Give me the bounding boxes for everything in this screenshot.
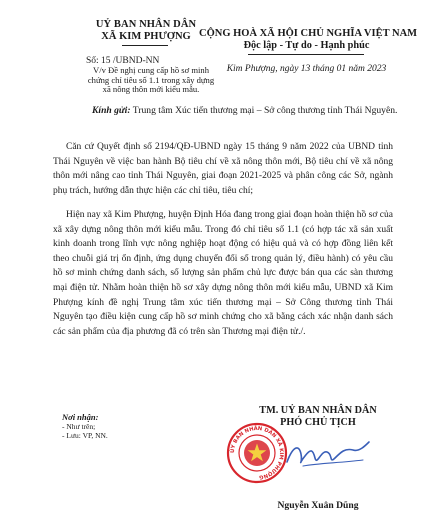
header-left-underline xyxy=(122,45,168,46)
body-paragraph-1-text: Căn cứ Quyết định số 2194/QĐ-UBND ngày 15 tháng 9 năm 2022 của UBND tỉnh Thái Nguyên về việc ban hành Bộ tiêu chí về xã nông thôn mới, Bộ tiêu chí về xã nông thôn mới nâng cao tỉnh Thái Nguyên, giai đoạn 2021-2025 và phân công các Sở, ngành phụ trách, hướng dẫn thực hiện các chỉ tiêu, tiêu chí; xyxy=(53,142,393,196)
handwritten-signature-icon xyxy=(283,436,373,474)
recipient-text: Trung tâm Xúc tiến thương mại – Sở công thương tỉnh Thái Nguyên. xyxy=(132,105,398,116)
recipients-list-item: - Lưu: VP, NN. xyxy=(62,431,108,440)
issuing-org-line2: XÃ KIM PHƯỢNG xyxy=(101,31,191,42)
national-motto: Độc lập - Tự do - Hạnh phúc xyxy=(243,40,370,51)
recipient-line xyxy=(92,105,422,116)
recipients-list-item: - Như trên; xyxy=(62,422,96,431)
recipients-list-label: Nơi nhận: xyxy=(62,412,99,422)
signature-title: PHÓ CHỦ TỊCH xyxy=(280,417,356,428)
body-paragraph-2 xyxy=(53,208,393,339)
document-subject: V/v Đề nghị cung cấp hồ sơ minh chứng chỉ tiêu số 1.1 trong xây dựng xã nông thôn mới kiểu mẫu. xyxy=(87,65,215,94)
signer-name: Nguyễn Xuân Dũng xyxy=(277,500,359,511)
document-number: Số: 15 /UBND-NN xyxy=(86,56,160,66)
place-date-line: Kim Phượng, ngày 13 tháng 01 năm 2023 xyxy=(226,64,387,74)
seal-ring-text: ỦY BAN NHÂN DÂN XÃ KIM PHƯỢNG xyxy=(229,425,285,480)
recipient-label: Kính gửi: xyxy=(92,105,131,116)
body-paragraph-2-text: Hiện nay xã Kim Phượng, huyện Định Hóa đang trong giai đoạn hoàn thiện hồ sơ của xã xây dựng nông thôn mới kiểu mẫu. Trong đó chỉ tiêu số 1.1 (có hợp tác xã sản xuất kinh doanh trong lĩnh vực nông nghiệp hoạt động có hiệu quả và có hợp đồng liên kết theo chuỗi giá trị ổn định, ứng dụng chuyển đổi số trong quản lý, điều hành) có yêu cầu hồ sơ minh chứng danh sách, số lượng sản phẩm chủ lực được bán qua các sàn thương mại điện tử. Nhằm hoàn thiện hồ sơ xây dựng nông thôn mới kiểu mẫu, UBND xã Kim Phượng kính đề nghị Trung tâm xúc tiến thương mại – Sở Công thương tỉnh Thái Nguyên tạo điều kiện cung cấp hồ sơ minh chứng cho xã bằng cách xác nhận danh sách các sản phẩm của địa phương đã có trên sàn Thương mại điện tử./. xyxy=(53,210,393,337)
official-seal-icon xyxy=(226,422,288,484)
signature-org: TM. UỶ BAN NHÂN DÂN xyxy=(259,405,377,416)
header-right-underline xyxy=(248,54,364,55)
issuing-org-line1: UỶ BAN NHÂN DÂN xyxy=(95,19,197,30)
body-paragraph-1 xyxy=(53,140,393,198)
national-title: CỘNG HOÀ XÃ HỘI CHỦ NGHĨA VIỆT NAM xyxy=(199,28,418,39)
